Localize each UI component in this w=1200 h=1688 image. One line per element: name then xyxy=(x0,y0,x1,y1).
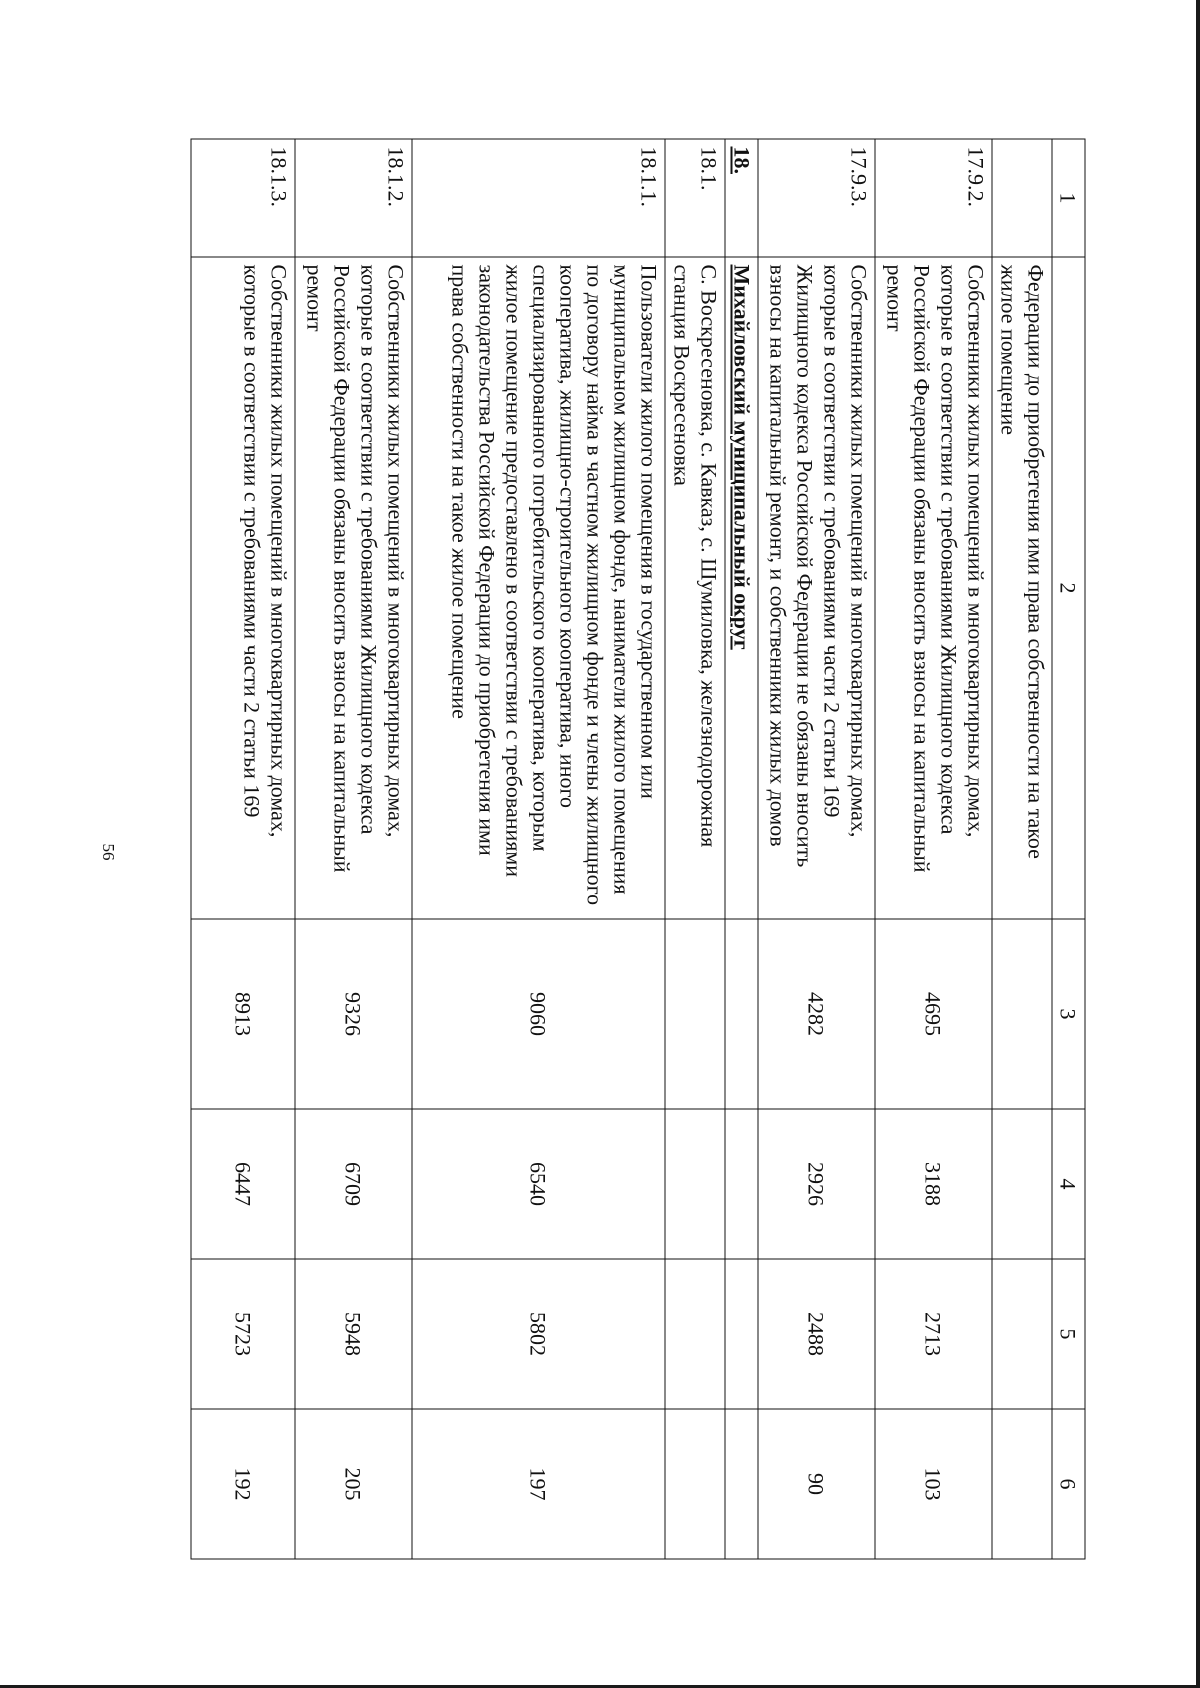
page-number: 56 xyxy=(99,843,118,861)
table-row xyxy=(725,139,758,1559)
row-description: Собственники жилых помещений в многоквартирных домах, которые в соответствии с требованиями Жилищного кодекса Российской Федерации обязаны вносить взносы на капитальный ремонт xyxy=(875,257,992,919)
cell-value: 197 xyxy=(412,1409,665,1559)
data-table xyxy=(191,138,1086,1559)
column-header: 2 xyxy=(1052,257,1085,919)
row-code: 18.1.2. xyxy=(295,139,412,257)
row-description: Пользователи жилого помещения в государственном или муниципальном жилищном фонде, наниматели жилого помещения по договору найма в частном жилищном фонде и члены жилищного кооператива, жилищно-строительного кооператива, иного специализированного потребительского кооператива, которым жилое помещение предоставлено в соответствии с требованиями законодательства Российской Федерации до приобретения ими права собственности на такое жилое помещение xyxy=(412,257,665,919)
cell-value xyxy=(725,919,758,1109)
table-row xyxy=(992,139,1052,1559)
cell-value xyxy=(665,1259,725,1409)
scan-edge xyxy=(1196,0,1200,1688)
cell-value: 9326 xyxy=(295,919,412,1109)
column-header: 4 xyxy=(1052,1109,1085,1259)
cell-value: 6540 xyxy=(412,1109,665,1259)
cell-value xyxy=(725,1109,758,1259)
row-code: 17.9.2. xyxy=(875,139,992,257)
row-description: Федерации до приобретения ими права собственности на такое жилое помещение xyxy=(992,257,1052,919)
column-header: 3 xyxy=(1052,919,1085,1109)
cell-value xyxy=(992,1409,1052,1559)
column-header: 5 xyxy=(1052,1259,1085,1409)
cell-value xyxy=(665,1409,725,1559)
cell-value: 4695 xyxy=(875,919,992,1109)
row-code: 18.1.1. xyxy=(412,139,665,257)
row-description: Собственники жилых помещений в многоквартирных домах, которые в соответствии с требованиями Жилищного кодекса Российской Федерации обязаны вносить взносы на капитальный ремонт xyxy=(295,257,412,919)
cell-value: 192 xyxy=(191,1409,295,1559)
table-row xyxy=(295,139,412,1559)
table-row xyxy=(875,139,992,1559)
cell-value: 205 xyxy=(295,1409,412,1559)
cell-value: 2488 xyxy=(758,1259,875,1409)
cell-value xyxy=(725,1259,758,1409)
table-row xyxy=(758,139,875,1559)
row-description: Собственники жилых помещений в многоквартирных домах, которые в соответствии с требованиями части 2 статьи 169 xyxy=(191,257,295,919)
cell-value xyxy=(725,1409,758,1559)
column-header: 1 xyxy=(1052,139,1085,257)
row-description: Собственники жилых помещений в многоквартирных домах, которые в соответствии с требованиями части 2 статьи 169 Жилищного кодекса Российской Федерации не обязаны вносить взносы на капитальный ремонт, и собственники жилых домов xyxy=(758,257,875,919)
cell-value: 9060 xyxy=(412,919,665,1109)
cell-value: 5723 xyxy=(191,1259,295,1409)
table-row xyxy=(412,139,665,1559)
cell-value xyxy=(665,1109,725,1259)
cell-value xyxy=(992,1259,1052,1409)
table-row xyxy=(665,139,725,1559)
cell-value xyxy=(665,919,725,1109)
cell-value: 6447 xyxy=(191,1109,295,1259)
row-code: 18. xyxy=(725,139,758,257)
table-row xyxy=(191,139,295,1559)
cell-value: 8913 xyxy=(191,919,295,1109)
cell-value xyxy=(992,1109,1052,1259)
row-code xyxy=(992,139,1052,257)
cell-value: 90 xyxy=(758,1409,875,1559)
row-description: С. Воскресеновка, с. Кавказ, с. Шумиловка, железнодорожная станция Воскресеновка xyxy=(665,257,725,919)
cell-value: 4282 xyxy=(758,919,875,1109)
cell-value: 5802 xyxy=(412,1259,665,1409)
section-title: Михайловский муниципальный округ xyxy=(725,257,758,919)
cell-value: 2926 xyxy=(758,1109,875,1259)
data-table-rotated xyxy=(191,138,1086,1558)
table-header-row xyxy=(1052,139,1085,1559)
cell-value xyxy=(992,919,1052,1109)
cell-value: 6709 xyxy=(295,1109,412,1259)
row-code: 17.9.3. xyxy=(758,139,875,257)
cell-value: 103 xyxy=(875,1409,992,1559)
column-header: 6 xyxy=(1052,1409,1085,1559)
cell-value: 3188 xyxy=(875,1109,992,1259)
row-code: 18.1.3. xyxy=(191,139,295,257)
cell-value: 5948 xyxy=(295,1259,412,1409)
row-code: 18.1. xyxy=(665,139,725,257)
cell-value: 2713 xyxy=(875,1259,992,1409)
